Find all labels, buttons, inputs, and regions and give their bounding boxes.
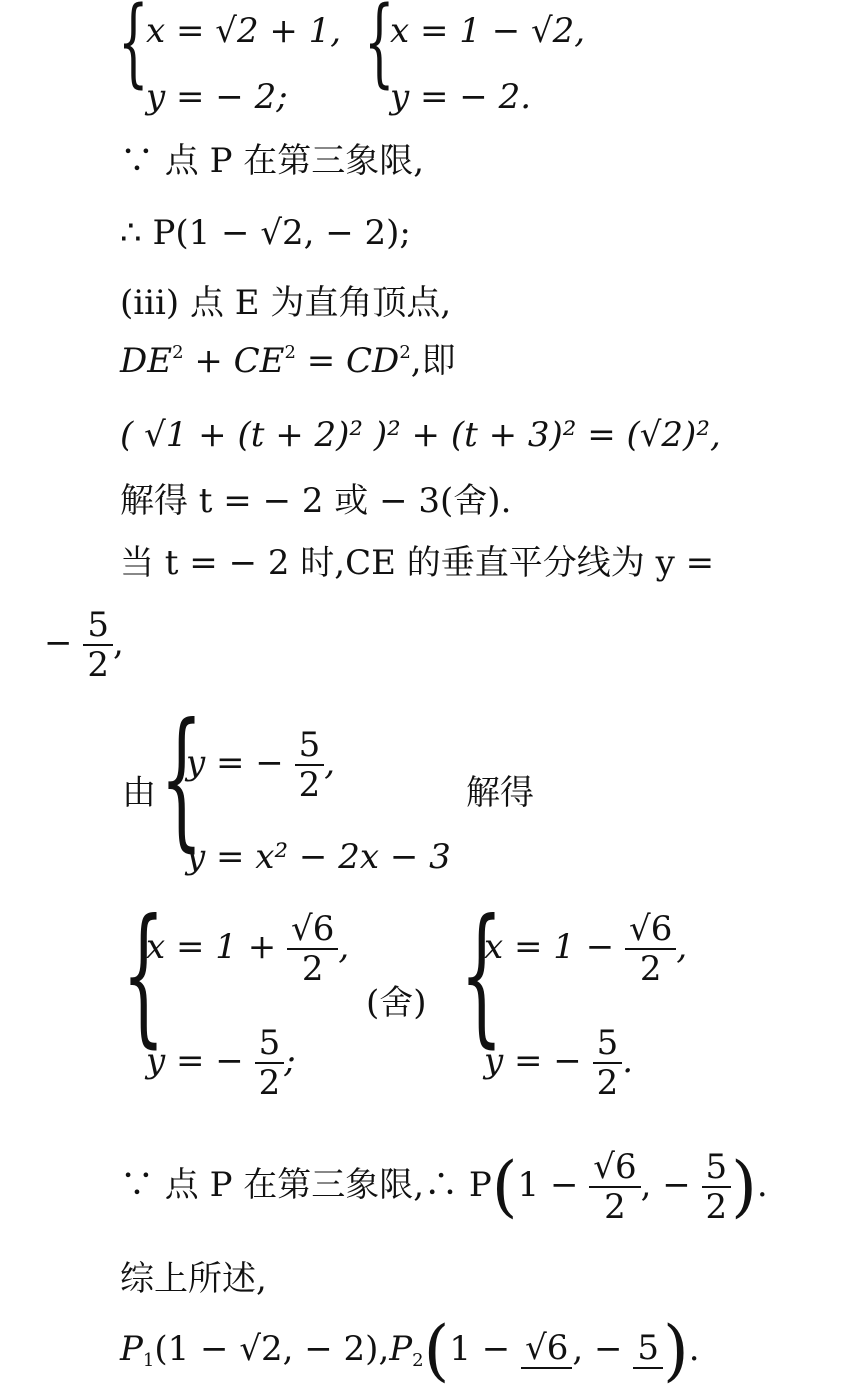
system-brace-5: { bbox=[460, 888, 503, 1062]
fraction-five-halves-5 bbox=[593, 1023, 623, 1103]
system3-y-lhs: y = − bbox=[186, 743, 284, 783]
fraction-numerator: √6 bbox=[525, 1328, 569, 1368]
fraction-denominator: 2 bbox=[639, 949, 662, 989]
fraction-five-halves-6 bbox=[702, 1147, 732, 1227]
fraction-denominator: 2 bbox=[258, 1063, 281, 1103]
system-brace-left-2: { bbox=[364, 0, 395, 98]
system5-y-eq bbox=[484, 1023, 634, 1103]
fraction-denominator: 2 bbox=[705, 1187, 728, 1227]
system3-y-eq bbox=[186, 725, 336, 805]
point-p1-label: P bbox=[120, 1329, 143, 1369]
point-p1-value: (1 − √2, − 2), bbox=[154, 1329, 390, 1369]
system-brace-4: { bbox=[122, 888, 165, 1062]
label-you: 由 bbox=[122, 773, 156, 813]
fraction-denominator: 2 bbox=[596, 1063, 619, 1103]
text-line-perp-bisector: 当 t = − 2 时,CE 的垂直平分线为 y = bbox=[120, 543, 715, 583]
fraction-denominator: 2 bbox=[604, 1187, 626, 1227]
fraction-numerator: √6 bbox=[593, 1147, 637, 1187]
term-ce: + CE bbox=[183, 341, 285, 381]
text-line-quadrant: ∵ 点 P 在第三象限, bbox=[120, 141, 425, 181]
fraction-five-halves-3 bbox=[295, 725, 325, 805]
fraction-sqrt6-halves-1 bbox=[287, 909, 338, 989]
comma: , bbox=[676, 927, 688, 967]
point-p2-label: P bbox=[389, 1329, 413, 1369]
system-brace-left-1: { bbox=[118, 0, 149, 98]
conclusion-y-part: , − bbox=[640, 1165, 691, 1205]
label-solve: 解得 bbox=[466, 773, 534, 813]
text-line-case-iii: (iii) 点 E 为直角顶点, bbox=[120, 283, 452, 323]
system-brace-3: { bbox=[160, 692, 203, 866]
text-line-point-p: ∴ P(1 − √2, − 2); bbox=[120, 213, 411, 253]
fraction-five-halves-4 bbox=[255, 1023, 285, 1103]
term-de: DE bbox=[120, 341, 173, 381]
text-line-summary: 综上所述, bbox=[120, 1259, 267, 1299]
fraction-numerator: 5 bbox=[705, 1147, 728, 1187]
period: . bbox=[622, 1041, 634, 1081]
trailing-comma: , bbox=[112, 623, 124, 663]
label-reject: (舍) bbox=[366, 983, 427, 1023]
fraction-five-final bbox=[633, 1328, 663, 1371]
fraction-denominator: 2 bbox=[298, 765, 321, 805]
system3-parabola-eq: y = x² − 2x − 3 bbox=[186, 837, 451, 877]
system4-x-eq bbox=[146, 909, 350, 989]
text-line-final-points: $P_1(1 - √2$, − $2),P_2(1$ − √6 , − 5 ). bbox=[120, 1312, 700, 1389]
fraction-numerator: √6 bbox=[291, 909, 335, 949]
system5-x-lhs: x = 1 − bbox=[484, 927, 615, 967]
point-p2-x: 1 − bbox=[449, 1329, 511, 1369]
fraction-numerator: 5 bbox=[87, 605, 109, 645]
text-line-pythagoras: $DE^2 + CE^2 = CD^2$,即 bbox=[120, 341, 456, 381]
system4-y-lhs: y = − bbox=[146, 1041, 244, 1081]
fraction-denominator: 2 bbox=[87, 645, 109, 685]
fraction-numerator: 5 bbox=[258, 1023, 281, 1063]
system2-y-eq: y = − 2. bbox=[390, 77, 532, 117]
fraction-sqrt6-halves-3 bbox=[589, 1147, 640, 1227]
point-p2-subscript: 2 bbox=[412, 1350, 424, 1371]
minus-sign: − bbox=[44, 623, 73, 663]
term-ji: ,即 bbox=[410, 341, 456, 381]
text-line-equation: ( √1 + (t + 2)² )² + (t + 3)² = (√2)², bbox=[120, 415, 721, 455]
system4-x-lhs: x = 1 + bbox=[146, 927, 277, 967]
fraction-numerator: 5 bbox=[298, 725, 321, 765]
text-line-minus-five-halves bbox=[44, 605, 124, 685]
system1-y-eq: y = − 2; bbox=[146, 77, 288, 117]
comma: , bbox=[338, 927, 350, 967]
system4-y-eq bbox=[146, 1023, 296, 1103]
comma: , bbox=[324, 743, 336, 783]
text-line-conclusion-p: ∵ 点 P 在第三象限,∴ P(1 − $\frac{√6}{2}$ , − $\frac{5}{2}$ ). bbox=[120, 1147, 768, 1227]
fraction-denominator: 2 bbox=[301, 949, 324, 989]
term-cd: = CD bbox=[295, 341, 400, 381]
fraction-five-halves bbox=[83, 605, 113, 685]
system2-x-eq: x = 1 − √2, bbox=[390, 11, 586, 51]
fraction-numerator: √6 bbox=[629, 909, 673, 949]
system1-x-eq: x = √2 + 1, bbox=[146, 11, 342, 51]
fraction-sqrt6-halves-2 bbox=[625, 909, 676, 989]
text-line-solution-t: 解得 t = − 2 或 − 3(舍). bbox=[120, 481, 512, 521]
fraction-sqrt6-final bbox=[521, 1328, 572, 1371]
system5-y-lhs: y = − bbox=[484, 1041, 582, 1081]
period: . bbox=[756, 1165, 768, 1205]
fraction-numerator: 5 bbox=[637, 1328, 659, 1368]
system5-x-eq bbox=[484, 909, 688, 989]
point-p1-subscript: 1 bbox=[142, 1350, 155, 1371]
period: . bbox=[688, 1329, 700, 1369]
point-p2-y: , − bbox=[572, 1329, 623, 1369]
conclusion-x-part: 1 − bbox=[517, 1165, 579, 1205]
semicolon: ; bbox=[284, 1041, 296, 1081]
conclusion-prefix: ∵ 点 P 在第三象限,∴ P bbox=[120, 1165, 492, 1205]
fraction-numerator: 5 bbox=[596, 1023, 619, 1063]
